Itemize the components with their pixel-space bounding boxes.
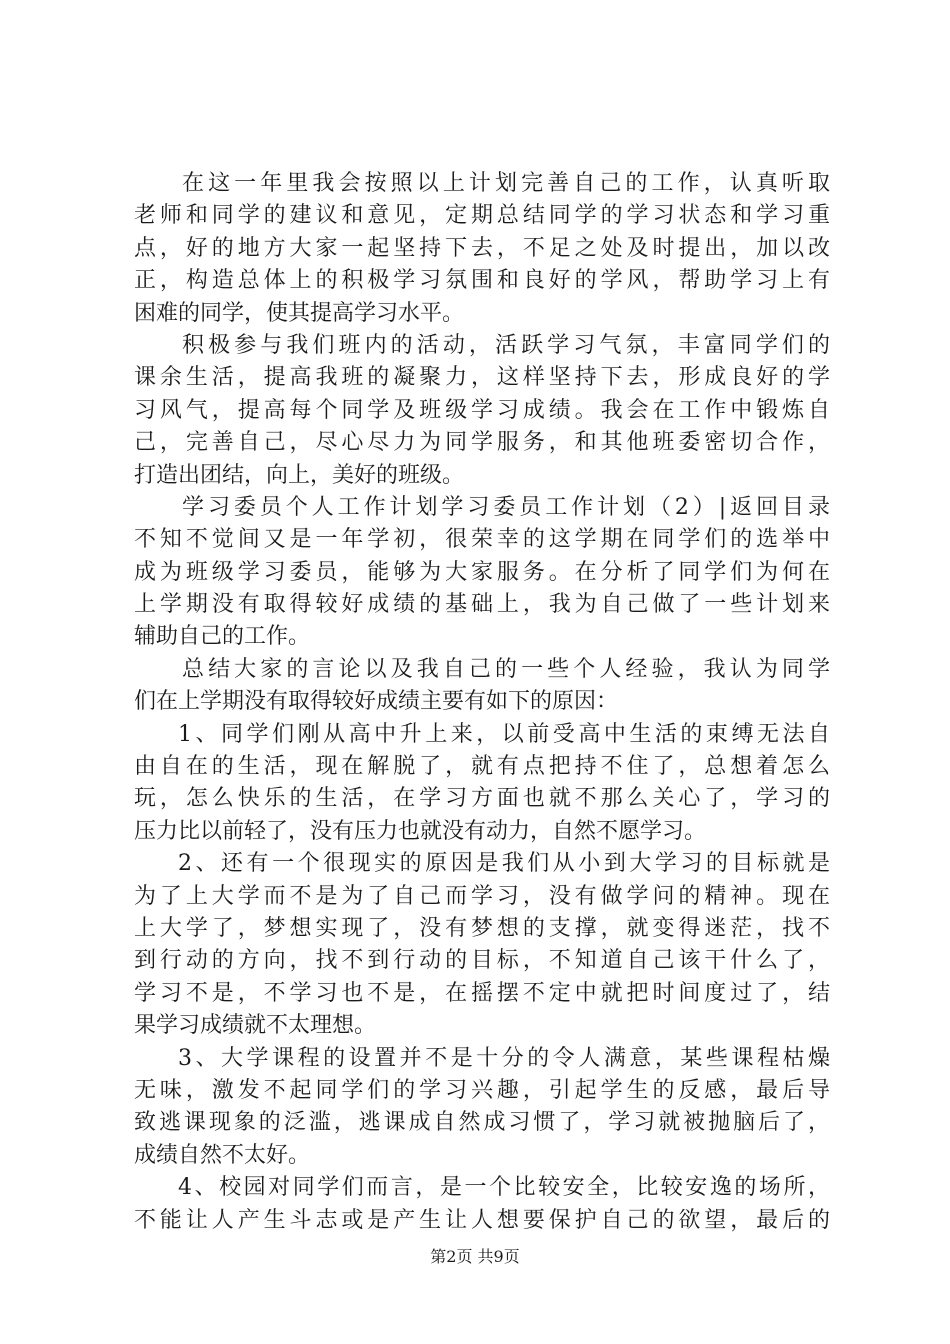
text-line: 无味，激发不起同学们的学习兴趣，引起学生的反感，最后导	[134, 1077, 830, 1103]
text-line: 1、同学们刚从高中升上来，以前受高中生活的束缚无法自	[178, 721, 830, 747]
text-line: 到行动的方向，找不到行动的目标，不知道自己该干什么了，	[134, 948, 830, 974]
text-line: 学习不是，不学习也不是，在摇摆不定中就把时间度过了，结	[134, 980, 830, 1006]
text-line: 老师和同学的建议和意见，定期总结同学的学习状态和学习重	[134, 203, 830, 229]
text-line: 不知不觉间又是一年学初，很荣幸的这学期在同学们的选举中	[134, 527, 830, 553]
text-line: 由自在的生活，现在解脱了，就有点把持不住了，总想着怎么	[134, 754, 830, 780]
text-line: 在这一年里我会按照以上计划完善自己的工作，认真听取	[182, 171, 830, 196]
text-line: 上学期没有取得较好成绩的基础上，我为自己做了一些计划来	[134, 592, 830, 618]
text-line: 总结大家的言论以及我自己的一些个人经验，我认为同学	[182, 656, 830, 682]
text-line: 辅助自己的工作。	[134, 624, 311, 650]
text-line: 玩，怎么快乐的生活，在学习方面也就不那么关心了，学习的	[134, 786, 830, 812]
text-line: 打造出团结，向上，美好的班级。	[134, 462, 465, 488]
text-line: 习风气，提高每个同学及班级学习成绩。我会在工作中锻炼自	[134, 397, 830, 423]
text-line: 3、大学课程的设置并不是十分的令人满意，某些课程枯燥	[178, 1045, 830, 1071]
text-line: 学习委员个人工作计划学习委员工作计划（2）|返回目录	[182, 494, 830, 520]
document-body	[134, 168, 830, 1237]
text-line: 上大学了，梦想实现了，没有梦想的支撑，就变得迷茫，找不	[134, 915, 830, 941]
text-line: 成为班级学习委员，能够为大家服务。在分析了同学们为何在	[134, 559, 830, 585]
text-line: 点，好的地方大家一起坚持下去，不足之处及时提出，加以改	[134, 235, 830, 261]
text-line: 成绩自然不太好。	[134, 1142, 311, 1168]
text-line: 致逃课现象的泛滥，逃课成自然成习惯了，学习就被抛脑后了，	[134, 1110, 830, 1136]
text-line: 困难的同学，使其提高学习水平。	[134, 300, 465, 326]
text-line: 果学习成绩就不太理想。	[134, 1013, 377, 1039]
text-line: 正，构造总体上的积极学习氛围和良好的学风，帮助学习上有	[134, 268, 830, 294]
page-footer: 第2页 共9页	[430, 1247, 520, 1266]
text-line: 4、校园对同学们而言，是一个比较安全，比较安逸的场所，	[178, 1175, 830, 1201]
text-line: 课余生活，提高我班的凝聚力，这样坚持下去，形成良好的学	[134, 365, 830, 391]
text-line: 压力比以前轻了，没有压力也就没有动力，自然不愿学习。	[134, 818, 707, 844]
text-line: 为了上大学而不是为了自己而学习，没有做学问的精神。现在	[134, 883, 830, 909]
text-line: 不能让人产生斗志或是产生让人想要保护自己的欲望，最后的	[134, 1207, 830, 1233]
text-line: 积极参与我们班内的活动，活跃学习气氛，丰富同学们的	[182, 332, 830, 358]
text-line: 己，完善自己，尽心尽力为同学服务，和其他班委密切合作，	[134, 430, 830, 456]
text-line: 2、还有一个很现实的原因是我们从小到大学习的目标就是	[178, 851, 830, 877]
text-line: 们在上学期没有取得较好成绩主要有如下的原因：	[134, 689, 619, 715]
